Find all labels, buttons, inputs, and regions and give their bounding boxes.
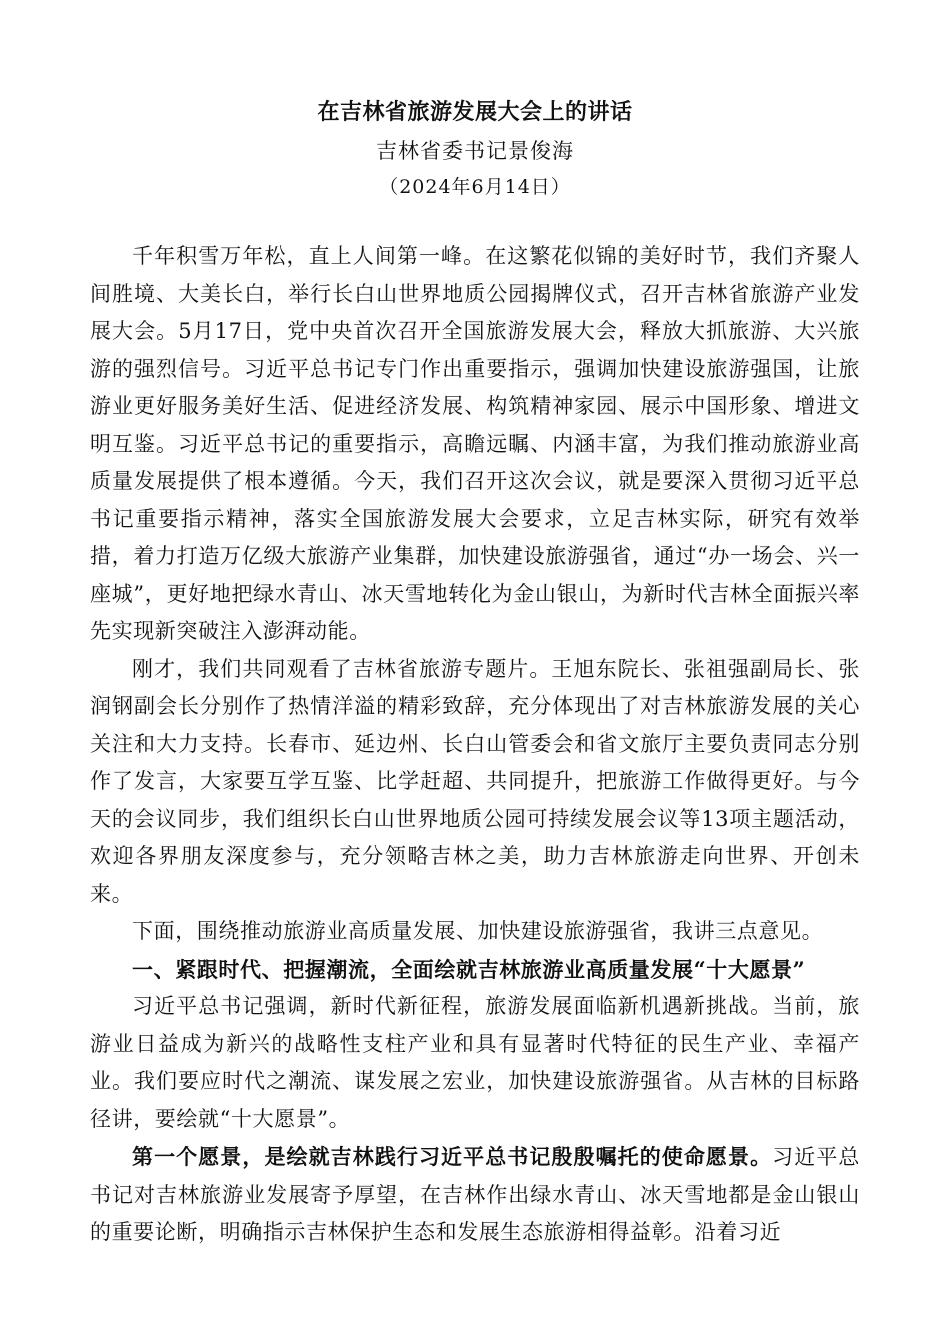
document-title: 在吉林省旅游发展大会上的讲话: [317, 99, 633, 125]
paragraph-opening: 千年积雪万年松，直上人间第一峰。在这繁花似锦的美好时节，我们齐聚人间胜境、大美长白，举行长白山世界地质公园揭牌仪式，召开吉林省旅游产业发展大会。5月17日，党中央首次召开全国旅游发展大会，释放大抓旅游、大兴旅游的强烈信号。习近平总书记专门作出重要指示，强调加快建设旅游强国，让旅游业更好服务美好生活、促进经济发展、构筑精神家园、展示中国形象、增进文明互鉴。习近平总书记的重要指示，高瞻远瞩、内涵丰富，为我们推动旅游业高质量发展提供了根本遵循。今天，我们召开这次会议，就是要深入贯彻习近平总书记重要指示精神，落实全国旅游发展大会要求，立足吉林实际，研究有效举措，着力打造万亿级大旅游产业集群，加快建设旅游强省，通过“办一场会、兴一座城”，更好地把绿水青山、冰天雪地转化为金山银山，为新时代吉林全面振兴率先实现新突破注入澎湃动能。: [90, 244, 860, 643]
vision-lead: 第一个愿景，是绘就吉林践行习近平总书记殷殷嘱托的使命愿景。: [132, 1144, 773, 1169]
paragraph-outline: 下面，围绕推动旅游业高质量发展、加快建设旅游强省，我讲三点意见。: [132, 919, 824, 943]
vision-paragraph: [90, 1138, 860, 1252]
document-author: 吉林省委书记景俊海: [376, 139, 574, 163]
section-intro: 习近平总书记强调，新时代新征程，旅游发展面临新机遇新挑战。当前，旅游业日益成为新兴的战略性支柱产业和具有显著时代特征的民生产业、幸福产业。我们要应时代之潮流、谋发展之宏业，加快建设旅游强省。从吉林的目标路径讲，要绘就“十大愿景”。: [90, 994, 860, 1131]
document-date: （2024年6月14日）: [379, 176, 571, 198]
paragraph-speakers: 刚才，我们共同观看了吉林省旅游专题片。王旭东院长、张祖强副局长、张润钢副会长分别作了热情洋溢的精彩致辞，充分体现出了对吉林旅游发展的关心关注和大力支持。长春市、延边州、长白山管委会和省文旅厅主要负责同志分别作了发言，大家要互学互鉴、比学赶超、共同提升，把旅游工作做得更好。与今天的会议同步，我们组织长白山世界地质公园可持续发展会议等13项主题活动，欢迎各界朋友深度参与，充分领略吉林之美，助力吉林旅游走向世界、开创未来。: [90, 656, 860, 906]
section-heading: 一、紧跟时代、把握潮流，全面绘就吉林旅游业高质量发展“十大愿景”: [132, 956, 806, 982]
vision-text: 习近平总书记对吉林旅游业发展寄予厚望，在吉林作出绿水青山、冰天雪地都是金山银山的重要论断，明确指示吉林保护生态和发展生态旅游相得益彰。沿着习近: [90, 1145, 860, 1244]
document-body: [90, 238, 860, 1252]
